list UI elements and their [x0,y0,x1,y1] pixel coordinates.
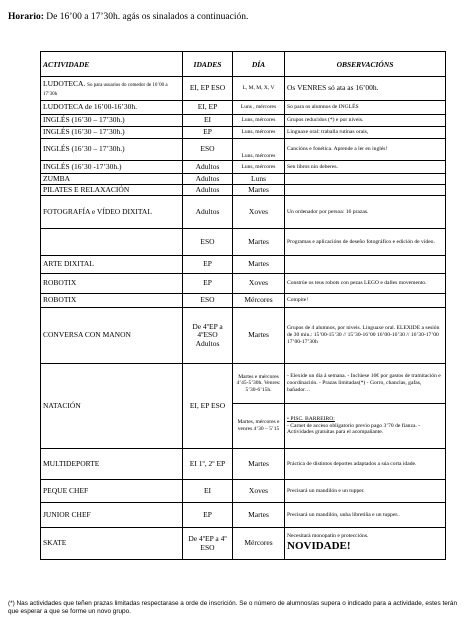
table-row [41,174,446,185]
day-cell: Martes [233,256,285,274]
schedule-label: Horario: [8,12,44,22]
activity-cell: SKATE [41,528,183,560]
ages-cell: Adultos [183,185,233,196]
activity-cell: NATACIÓN [41,364,183,449]
ages-cell: EI, EP ESO [183,364,233,449]
obs-cell: Precisará un mandilón, unha libretiña e un tupper.. [285,503,446,528]
pool-title: • PISC. BARREIRO: [287,415,335,422]
day-cell: Luns, mércores [233,139,285,161]
obs-cell: Sen libros nin deberes. [285,161,446,174]
col-observations: OBSERVACIÓNS [285,52,446,77]
table-row [41,185,446,196]
day-cell: Martes e mércores 4’45-5’30h. Venres: 5’30-6’15h. [233,364,285,404]
col-activity: ACTIVIDADE [41,52,183,77]
ages-cell: Adultos [183,174,233,185]
obs-cell: Práctica de distintos deportes adaptados a súa corta idade. [285,449,446,480]
ages-cell: EI, EP ESO [183,77,233,101]
day-cell: Xoves [233,480,285,503]
ages-cell: EI [183,480,233,503]
ages-cell: De 4ºEP a 4ºESO Adultos [183,308,233,364]
activity-cell: ARTE DIXITAL [41,256,183,274]
day-cell: Martes, mércores e venres 4’30 – 5’15 [233,404,285,449]
skate-note: Necesitará monopatín e proteccións. [287,533,369,540]
day-cell: Mércores [233,528,285,560]
table-row [41,449,446,480]
day-cell: Xoves [233,196,285,229]
table-header-row [41,52,446,77]
table-row [41,274,446,294]
obs-cell: Grupos reducidos (*) e por niveis. [285,115,446,127]
new-badge: NOVIDADE! [287,540,351,553]
obs-cell: Un ordenador por persoa: 16 prazas. [285,196,446,229]
schedule-header [8,12,248,22]
ages-cell: De 4ºEP a 4º ESO [183,528,233,560]
activity-cell: PILATES E RELAXACIÓN [41,185,183,196]
activity-cell: INGLÉS (16’30 – 17’30h.) [41,139,183,161]
obs-cell: Precisará un mandilón e un tupper. [285,480,446,503]
activity-cell: PEQUE CHEF [41,480,183,503]
day-cell: Luns, mércores [233,127,285,139]
activity-cell [41,77,183,101]
table-row [41,161,446,174]
table-row [41,480,446,503]
activity-cell [41,229,183,256]
ages-cell: ESO [183,139,233,161]
table-row [41,503,446,528]
obs-cell [285,185,446,196]
obs-cell: Grupos de 4 alumnos, por niveis. Linguaxe oral. ELEXIDE a sesión de 30 min.: 15’00-15’30 // 15’30-16’00 16’00-16’30 // 16’30-17’00 17’00-17’30h [285,308,446,364]
obs-cell: Cancións e fonética. Aprende a ler en inglés! [285,139,446,161]
day-cell: Martes [233,185,285,196]
day-cell: Luns, mércores [233,161,285,174]
table-row [41,127,446,139]
table-row [41,294,446,308]
ages-cell: Adultos [183,161,233,174]
table-row [41,196,446,229]
ages-cell: EP [183,256,233,274]
table-row [41,229,446,256]
obs-cell: Linguaxe oral: traballa rutinas orais, [285,127,446,139]
activity-cell: LUDOTECA de 16’00-16’30h. [41,101,183,115]
activity-cell: INGLÉS (16’30 -17’30h.) [41,161,183,174]
day-cell: Luns [233,174,285,185]
obs-cell: Os VENRES só ata as 16’00h. [285,77,446,101]
activity-name: LUDOTECA. [43,78,86,88]
ages-cell: EP [183,274,233,294]
activity-cell: ROBOTIX [41,294,183,308]
activity-cell: MULTIDEPORTE [41,449,183,480]
table-row [41,308,446,364]
activity-cell: INGLÉS (16’30 – 17’30h.) [41,115,183,127]
obs-cell: Compite! [285,294,446,308]
obs-cell [285,404,446,449]
table-row [41,528,446,560]
ages-cell: EP [183,503,233,528]
day-cell: Martes [233,503,285,528]
day-cell: Luns , mércores [233,101,285,115]
table-row [41,101,446,115]
day-cell: Martes [233,308,285,364]
activity-cell: JUNIOR CHEF [41,503,183,528]
obs-cell: So para os alumnos de INGLÉS [285,101,446,115]
activity-cell: CONVERSA CON MANON [41,308,183,364]
day-cell: Martes [233,229,285,256]
schedule-text: De 16’00 a 17’30h. agás os sinalados a continuación. [46,12,249,22]
obs-cell [285,256,446,274]
pool-notes: - Carnet de acceso obligatorio previo pago 3’70 de fianza. - Actividades gratuitas para el acompañante. [287,422,421,436]
activity-cell: ROBOTIX [41,274,183,294]
activity-note: So para usuarios do comedor de 16’00 a 17’30h [43,82,168,97]
ages-cell: EI 1º, 2º EP [183,449,233,480]
obs-cell: Constrúe os teus robots con pezas LEGO e dalles movemento. [285,274,446,294]
table-row [41,115,446,127]
obs-cell [285,528,446,560]
ages-cell: EP [183,127,233,139]
col-ages: IDADES [183,52,233,77]
footnote: (*) Nas actividades que teñen prazas limitadas respectarase a orde de inscrición. Se o número de alumnos/as supera o indicado para a actividade, estes terán que esperar a que se forme un novo grupo. [8,600,458,616]
table-row [41,77,446,101]
ages-cell: EI [183,115,233,127]
table-row [41,139,446,161]
ages-cell: Adultos [183,196,233,229]
obs-cell: - Elexide un día á semana. - Inclúese 16€ por gastos de tramitación e coordinación. - Prazas limitadas(*) - Gorro, chanclas, gafas, bañador… [285,364,446,404]
col-day: DÍA [233,52,285,77]
day-cell: Xoves [233,274,285,294]
day-cell: Luns, mércores [233,115,285,127]
day-cell: Mércores [233,294,285,308]
activities-table [40,51,446,560]
ages-cell: ESO [183,294,233,308]
activity-cell: FOTOGRAFÍA e VÍDEO DIXITAL [41,196,183,229]
ages-cell: EI, EP [183,101,233,115]
day-cell: L, M, M, X, V [233,77,285,101]
table-row [41,364,446,404]
activity-cell: ZUMBA [41,174,183,185]
obs-cell [285,174,446,185]
activity-cell: INGLÉS (16’30 – 17’30h.) [41,127,183,139]
table-row [41,256,446,274]
day-cell: Martes [233,449,285,480]
obs-cell: Programas e aplicacións de deseño fotográfico e edición de vídeo. [285,229,446,256]
ages-cell: ESO [183,229,233,256]
